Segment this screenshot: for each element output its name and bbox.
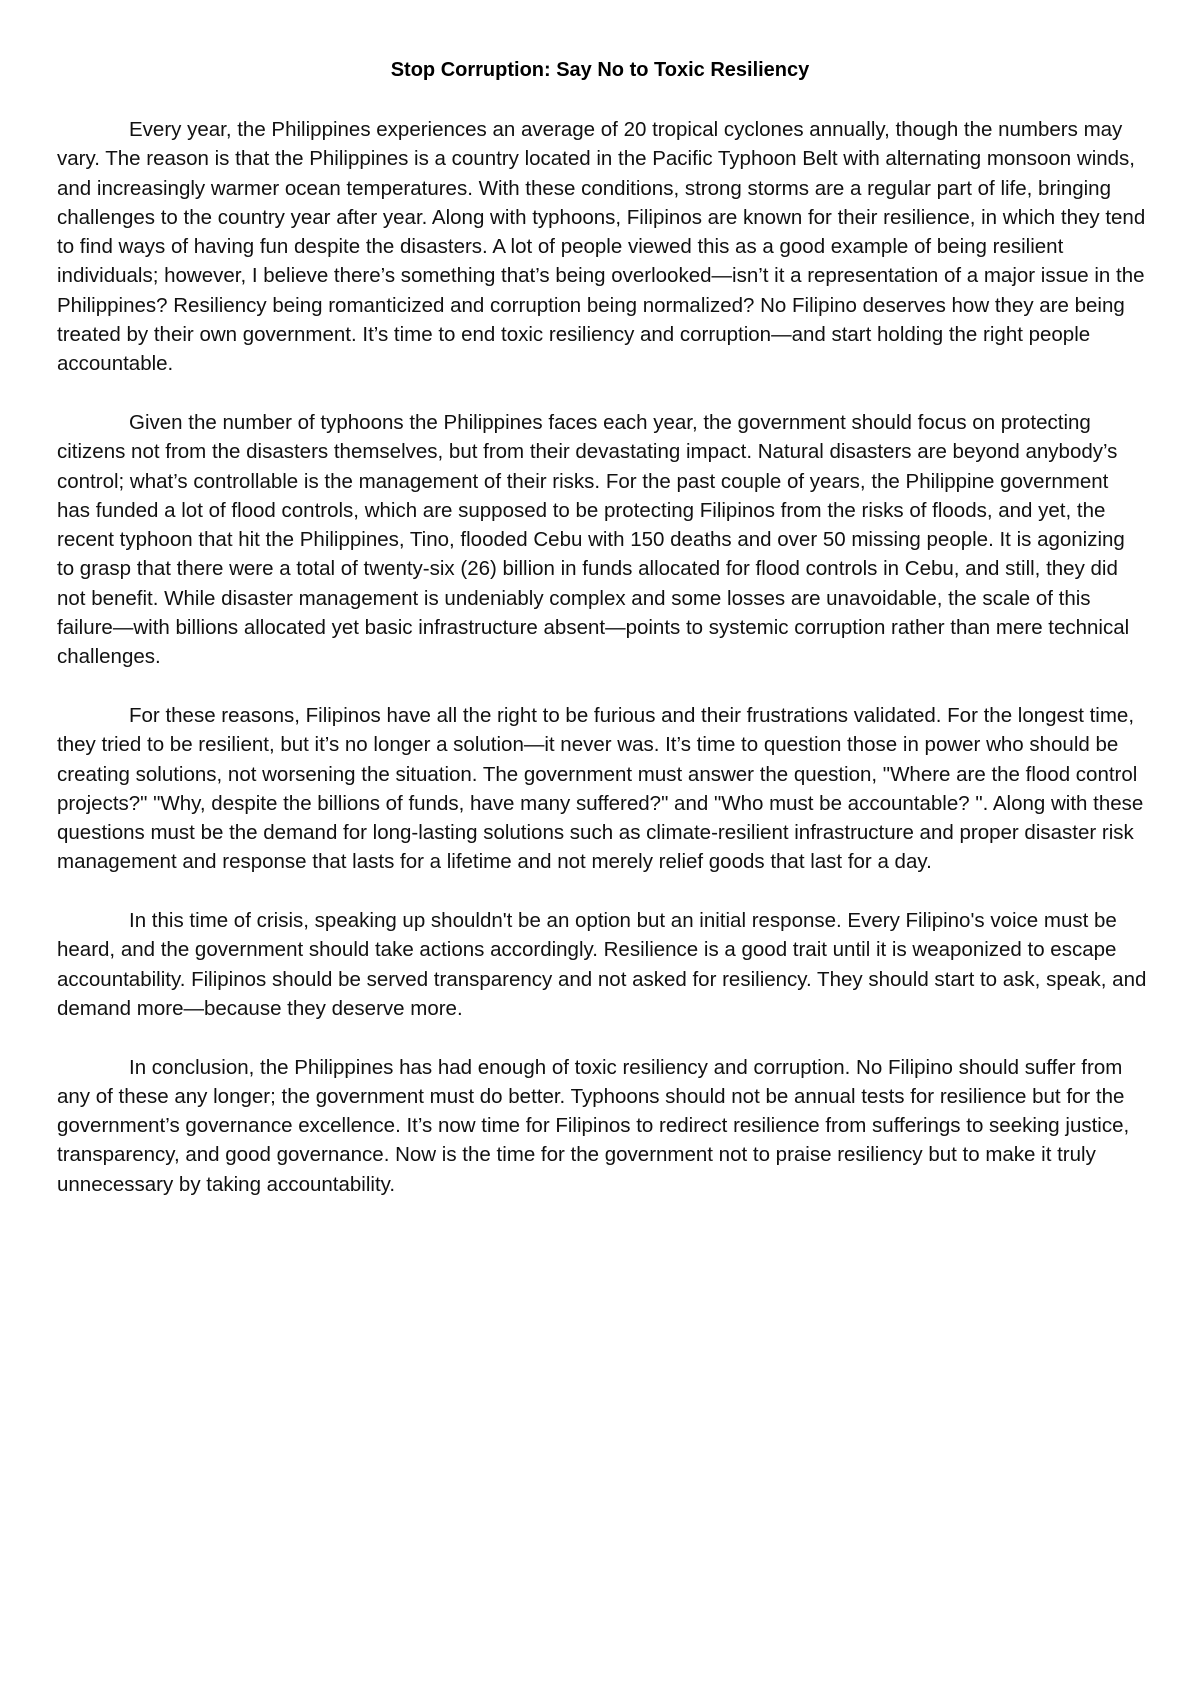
- paragraph-3: For these reasons, Filipinos have all the right to be furious and their frustrations validated. For the longest time, they tried to be resilient, but it’s no longer a solution—it never was. It’s time to question those in power who should be creating solutions, not worsening the situation. The government must answer the question, "Where are the flood control projects?" "Why, despite the billions of funds, have many suffered?" and "Who must be accountable? ". Along with these questions must be the demand for long-lasting solutions such as climate-resilient infrastructure and proper disaster risk management and response that lasts for a lifetime and not merely relief goods that last for a day.: [57, 703, 1144, 874]
- paragraph-4: In this time of crisis, speaking up shouldn't be an option but an initial response. Every Filipino's voice must be heard, and the government should take actions accordingly. Resilience is a good trait until it is weaponized to escape accountability. Filipinos should be served transparency and not asked for resiliency. They should start to ask, speak, and demand more—because they deserve more.: [57, 909, 1147, 1020]
- paragraph-5: In conclusion, the Philippines has had enough of toxic resiliency and corruption. No Filipino should suffer from any of these any longer; the government must do better. Typhoons should not be annual tests for resilience but for the government’s governance excellence. It’s now time for Filipinos to redirect resilience from sufferings to seeking justice, transparency, and good governance. Now is the time for the government not to praise resiliency but to make it truly unnecessary by taking accountability.: [57, 1055, 1130, 1196]
- paragraph-2: Given the number of typhoons the Philippines faces each year, the government should focus on protecting citizens not from the disasters themselves, but from their devastating impact. Natural disasters are beyond anybody’s control; what’s controllable is the management of their risks. For the past couple of years, the Philippine government has funded a lot of flood controls, which are supposed to be protecting Filipinos from the risks of floods, and yet, the recent typhoon that hit the Philippines, Tino, flooded Cebu with 150 deaths and over 50 missing people. It is agonizing to grasp that there were a total of twenty-six (26) billion in funds allocated for flood controls in Cebu, and still, they did not benefit. While disaster management is undeniably complex and some losses are unavoidable, the scale of this failure—with billions allocated yet basic infrastructure absent—points to systemic corruption rather than mere technical challenges.: [57, 410, 1130, 669]
- document-body: [57, 115, 1147, 1228]
- paragraph-1: Every year, the Philippines experiences an average of 20 tropical cyclones annually, though the numbers may vary. The reason is that the Philippines is a country located in the Pacific Typhoon Belt with alternating monsoon winds, and increasingly warmer ocean temperatures. With these conditions, strong storms are a regular part of life, bringing challenges to the country year after year. Along with typhoons, Filipinos are known for their resilience, in which they tend to find ways of having fun despite the disasters. A lot of people viewed this as a good example of being resilient individuals; however, I believe there’s something that’s being overlooked—isn’t it a representation of a major issue in the Philippines? Resiliency being romanticized and corruption being normalized? No Filipino deserves how they are being treated by their own government. It’s time to end toxic resiliency and corruption—and start holding the right people accountable.: [57, 118, 1146, 376]
- document-title: Stop Corruption: Say No to Toxic Resiliency: [390, 59, 810, 81]
